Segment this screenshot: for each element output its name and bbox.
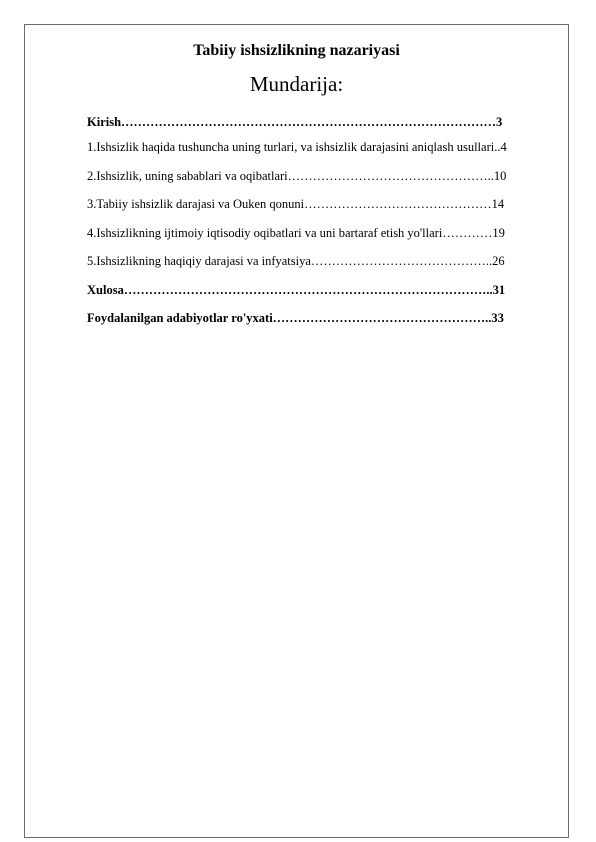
toc-entry-xulosa: Xulosa……………………………………………………………………………..31 bbox=[87, 283, 506, 297]
toc-entry-1: 1.Ishsizlik haqida tushuncha uning turlari, va ishsizlik darajasini aniqlash usullari..4 bbox=[87, 140, 507, 154]
toc-entry-adabiyotlar: Foydalanilgan adabiyotlar ro'yxati……………………………………………..33 bbox=[87, 311, 504, 325]
toc-entry-2: 2.Ishsizlik, uning sabablari va oqibatlari…………………………………………..10 bbox=[87, 169, 507, 183]
document-page bbox=[24, 24, 569, 838]
toc-entry-kirish: Kirish………………………………………………………………………………3 bbox=[87, 115, 503, 129]
toc-entry-4: 4.Ishsizlikning ijtimoiy iqtisodiy oqibatlari va uni bartaraf etish yo'llari…………19 bbox=[87, 226, 505, 240]
toc-entry-5: 5.Ishsizlikning haqiqiy darajasi va infyatsiya……………………………………..26 bbox=[87, 254, 505, 268]
toc-entry-3: 3.Tabiiy ishsizlik darajasi va Ouken qonuni………………………………………14 bbox=[87, 197, 505, 211]
document-subtitle: Mundarija: bbox=[249, 72, 344, 96]
document-title: Tabiiy ishsizlikning nazariyasi bbox=[193, 42, 400, 59]
